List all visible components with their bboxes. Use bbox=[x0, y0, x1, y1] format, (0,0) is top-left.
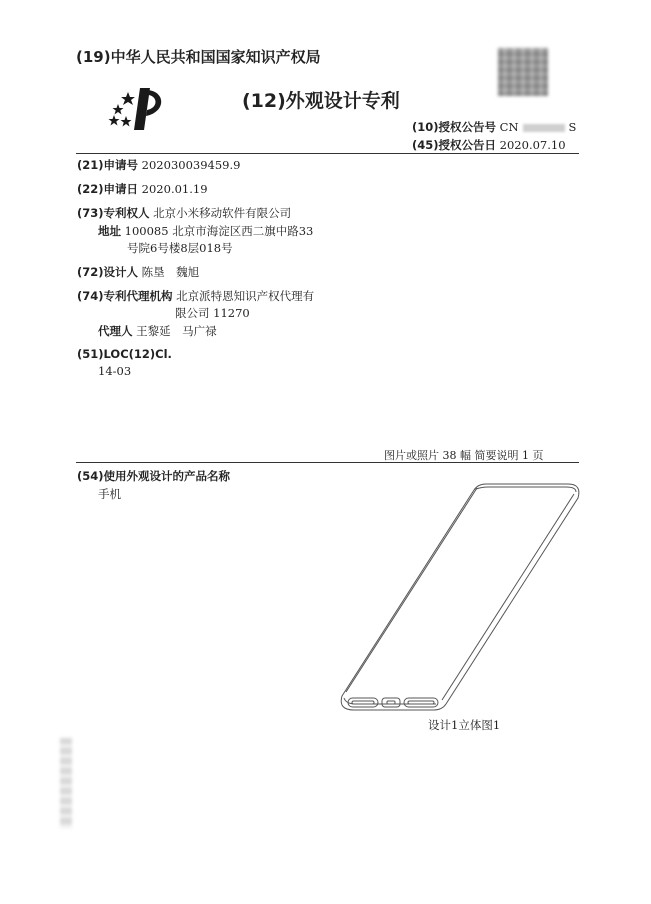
application-number-value: 202030039459.9 bbox=[141, 158, 241, 172]
qr-code-icon bbox=[498, 48, 548, 96]
office-name: (19)中华人民共和国国家知识产权局 bbox=[76, 48, 321, 66]
loc-value: 14-03 bbox=[98, 364, 132, 378]
figure-summary: 图片或照片 38 幅 简要说明 1 页 bbox=[384, 449, 544, 462]
application-number-label: (21)申请号 bbox=[77, 158, 139, 172]
side-watermark bbox=[60, 738, 72, 828]
address-row bbox=[98, 223, 313, 239]
agency-row bbox=[77, 288, 314, 304]
application-date-label: (22)申请日 bbox=[77, 182, 139, 196]
document-type-title: (12)外观设计专利 bbox=[242, 90, 400, 112]
patentee-label: (73)专利权人 bbox=[77, 206, 150, 220]
patentee-value: 北京小米移动软件有限公司 bbox=[153, 206, 292, 220]
loc-label: (51)LOC(12)Cl. bbox=[77, 347, 172, 361]
agency-line-2: 限公司 11270 bbox=[175, 306, 250, 320]
grant-date-label: (45)授权公告日 bbox=[412, 138, 497, 152]
agent-value: 王黎延 马广禄 bbox=[136, 324, 217, 338]
designer-row bbox=[77, 264, 199, 280]
product-name-label: (54)使用外观设计的产品名称 bbox=[77, 469, 231, 483]
agent-row bbox=[98, 323, 217, 339]
redacted-number bbox=[523, 124, 565, 132]
designer-label: (72)设计人 bbox=[77, 265, 139, 279]
grant-number-prefix: CN bbox=[499, 120, 519, 134]
figure-caption: 设计1立体图1 bbox=[428, 718, 501, 732]
application-date-value: 2020.01.19 bbox=[141, 182, 208, 196]
patentee-row bbox=[77, 205, 291, 221]
grant-number-row bbox=[412, 119, 576, 135]
grant-date-row bbox=[412, 137, 566, 153]
summary-divider bbox=[76, 462, 579, 463]
agency-label: (74)专利代理机构 bbox=[77, 289, 173, 303]
grant-date-value: 2020.07.10 bbox=[499, 138, 566, 152]
product-name-value: 手机 bbox=[98, 487, 121, 501]
phone-perspective-drawing bbox=[336, 476, 586, 716]
address-label: 地址 bbox=[98, 224, 121, 238]
application-number-row bbox=[77, 157, 240, 173]
grant-number-label: (10)授权公告号 bbox=[412, 120, 497, 134]
application-date-row bbox=[77, 181, 208, 197]
address-line-2: 号院6号楼8层018号 bbox=[127, 241, 233, 255]
agency-line-1: 北京派特恩知识产权代理有 bbox=[176, 289, 315, 303]
cnipa-logo-icon bbox=[104, 82, 170, 134]
designer-value: 陈垦 魏旭 bbox=[141, 265, 200, 279]
address-line-1: 100085 北京市海淀区西二旗中路33 bbox=[124, 224, 314, 238]
header-divider bbox=[76, 153, 579, 154]
grant-number-suffix: S bbox=[568, 120, 577, 134]
agent-label: 代理人 bbox=[98, 324, 133, 338]
